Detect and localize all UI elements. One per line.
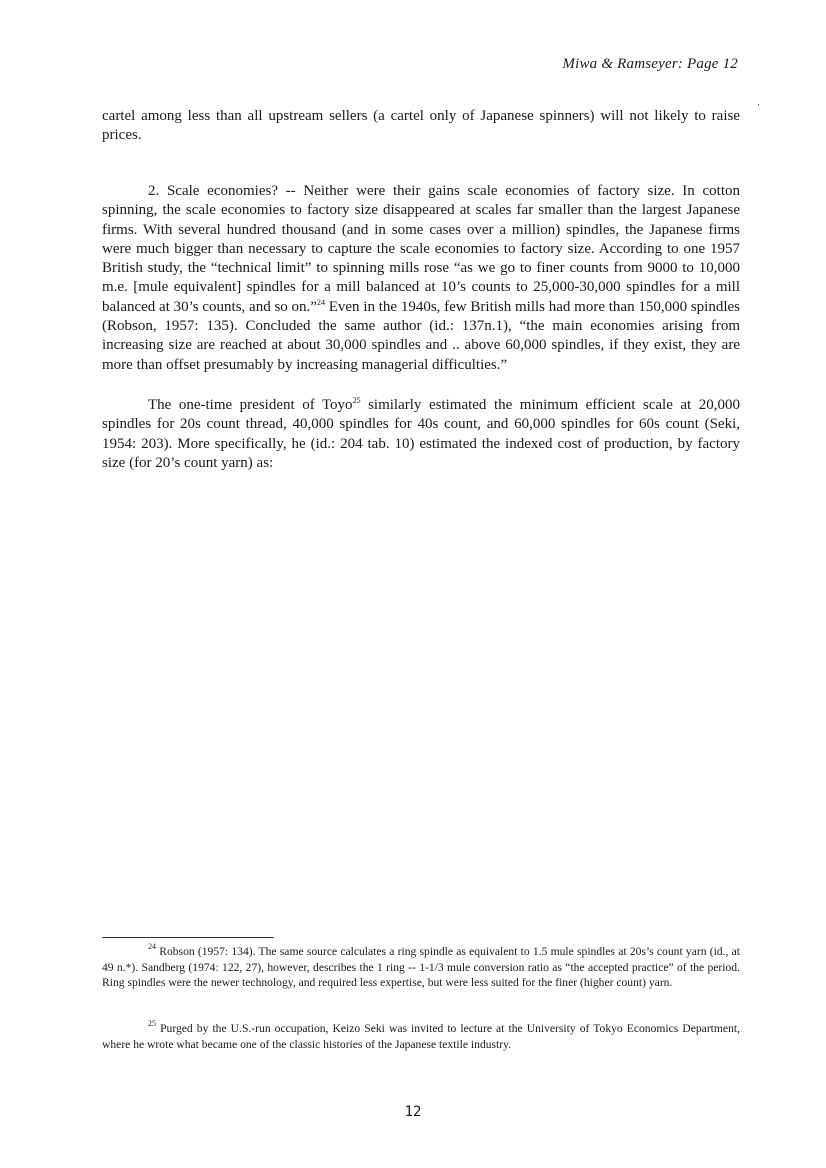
paragraph-continuation [102,107,740,146]
footnote-mark: 24 [148,942,156,951]
footnote-25 [102,1021,740,1052]
margin-mark [758,104,759,106]
paragraph-text: Even in the 1940s, few British mills had more than 150,000 spindles (Robson, 1957: 135). Concluded the same author (id.: 137n.1), “the main economies arising from increasing size are reached at about 30,000 spindles and .. above 60,000 spindles, if they exist, they are more than offset presumably by increasing managerial difficulties.” [102,298,740,373]
paragraph-toyo [102,396,740,473]
footnote-24 [102,944,740,991]
running-head: Miwa & Ramseyer: Page 12 [562,56,738,72]
paragraph-text: 2. Scale economies? -- Neither were their gains scale economies of factory size. In cotton spinning, the scale economies to factory size disappeared at scales far smaller than the largest Japanese firms. With several hundred thousand (and in some cases over a million) spindles, the Japanese firms were much bigger than necessary to capture the scale economies to factory size. According to one 1957 British study, the “technical limit” to spinning mills rose “as we go to finer counts from 9000 to 10,000 m.e. [mule equivalent] spindles for a mill balanced at 10’s counts to 25,000-30,000 spindles for a mill balanced at 30’s counts, and so on.” [102,183,740,315]
footnote-ref-24[interactable]: 24 [316,297,325,307]
footnote-mark: 25 [148,1019,156,1028]
footnote-ref-25[interactable]: 25 [352,396,361,405]
footnote-text: Robson (1957: 134). The same source calculates a ring spindle as equivalent to 1.5 mule spindles at 20s’s count yarn (id., at 49 n.*). Sandberg (1974: 122, 27), however, describes the 1 ring -- 1-1/3 mule conversion ratio as “the accepted practice” of the period. Ring spindles were the newer technology, and required less expertise, but were less suited for the finer (higher count) yarn. [102,945,740,990]
paragraph-text: similarly estimated the minimum efficient scale at 20,000 spindles for 20s count thread, 40,000 spindles for 40s count, and 60,000 spindles for 60s count (Seki, 1954: 203). More specifically, he (id.: 204 tab. 10) estimated the indexed cost of production, by factory size (for 20’s count yarn) as: [102,397,740,471]
footnote-text: Purged by the U.S.-run occupation, Keizo Seki was invited to lecture at the University of Tokyo Economics Department, where he wrote what became one of the classic histories of the Japanese textile industry. [102,1022,740,1051]
paragraph-scale-economies [102,182,740,375]
page-number: 12 [404,1104,422,1120]
paragraph-text: cartel among less than all upstream sellers (a cartel only of Japanese spinners) will not likely to raise prices. [102,108,740,144]
paragraph-text: The one-time president of Toyo [148,397,353,413]
footnote-separator [102,937,274,938]
